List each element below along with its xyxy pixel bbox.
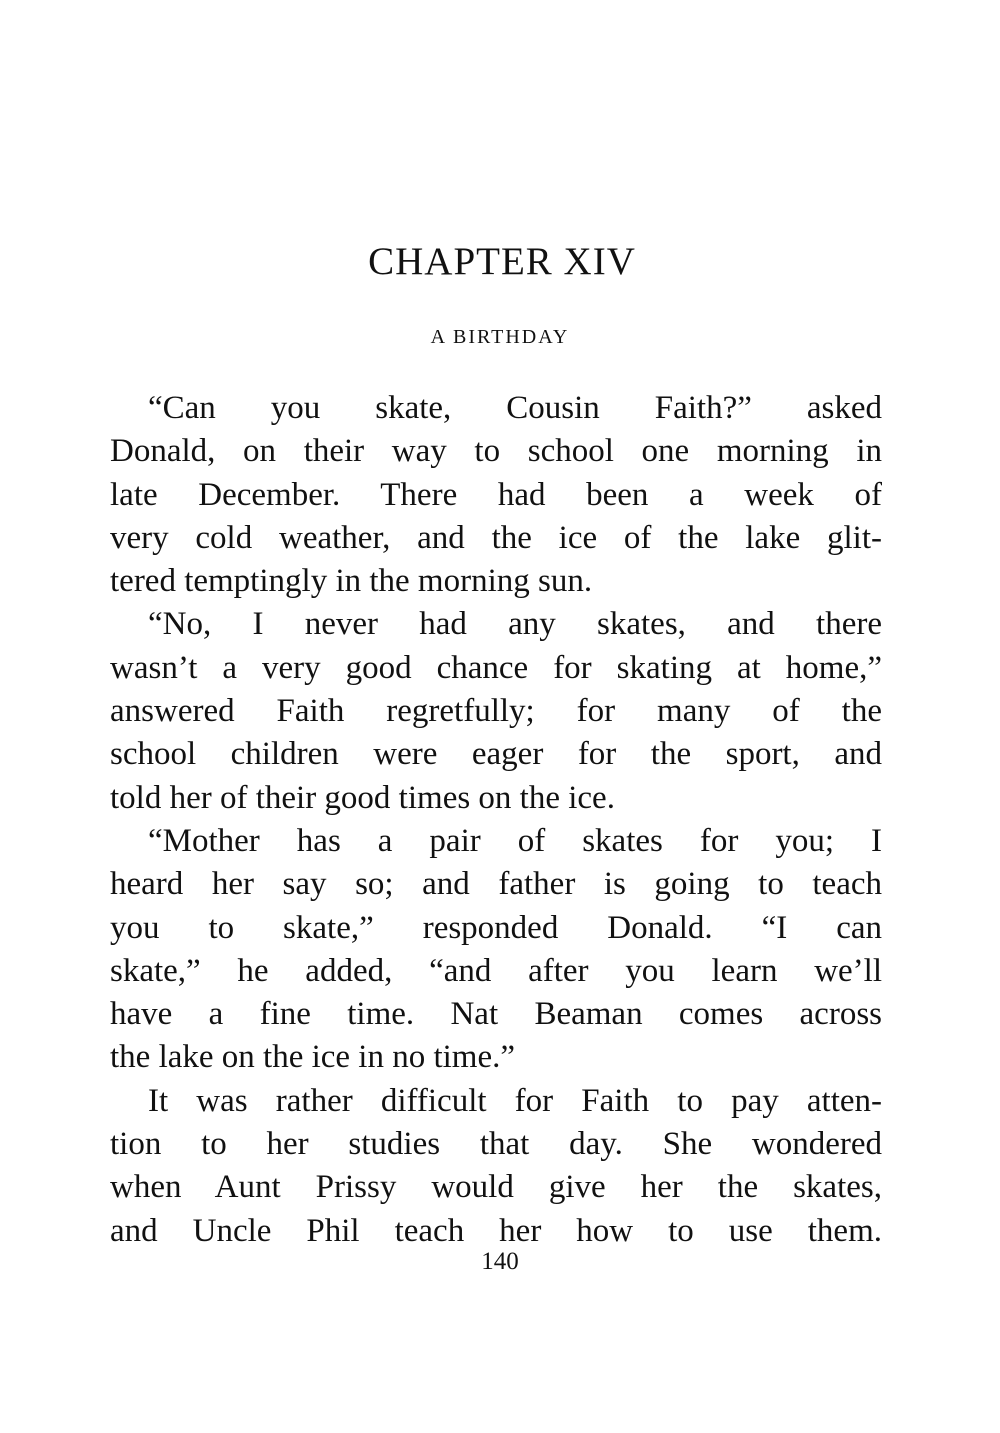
text-line: and Uncle Phil teach her how to use them.: [110, 1212, 882, 1249]
text-line: tion to her studies that day. She wondered: [110, 1126, 882, 1163]
page-number: 140: [481, 1248, 519, 1275]
paragraph-4: [110, 1080, 882, 1253]
chapter-subtitle: A BIRTHDAY: [430, 326, 570, 348]
text-line: have a fine time. Nat Beaman comes across: [110, 996, 882, 1033]
text-line: “No, I never had any skates, and there: [148, 606, 882, 643]
text-line: “Mother has a pair of skates for you; I: [148, 822, 882, 859]
text-line: school children were eager for the sport, and: [110, 736, 882, 773]
text-line: heard her say so; and father is going to teach: [110, 866, 882, 903]
text-line: when Aunt Prissy would give her the skates,: [110, 1169, 882, 1206]
text-line: told her of their good times on the ice.: [110, 779, 615, 816]
paragraph-2: [110, 603, 882, 819]
paragraph-1: [110, 387, 882, 603]
text-line: you to skate,” responded Donald. “I can: [110, 909, 882, 946]
body-text: [110, 387, 882, 1253]
chapter-heading: CHAPTER XIV: [368, 240, 636, 283]
paragraph-3: [110, 820, 882, 1080]
text-line: “Can you skate, Cousin Faith?” asked: [148, 390, 882, 426]
text-line: Donald, on their way to school one morning in: [110, 433, 882, 470]
text-line: It was rather difficult for Faith to pay atten-: [148, 1082, 882, 1119]
text-line: skate,” he added, “and after you learn we’ll: [110, 952, 882, 989]
text-line: answered Faith regretfully; for many of the: [110, 693, 882, 730]
text-line: wasn’t a very good chance for skating at home,”: [110, 649, 882, 686]
text-line: late December. There had been a week of: [110, 476, 882, 513]
text-line: tered temptingly in the morning sun.: [110, 563, 593, 600]
text-line: very cold weather, and the ice of the lake glit-: [110, 519, 882, 556]
text-line: the lake on the ice in no time.”: [110, 1039, 516, 1076]
